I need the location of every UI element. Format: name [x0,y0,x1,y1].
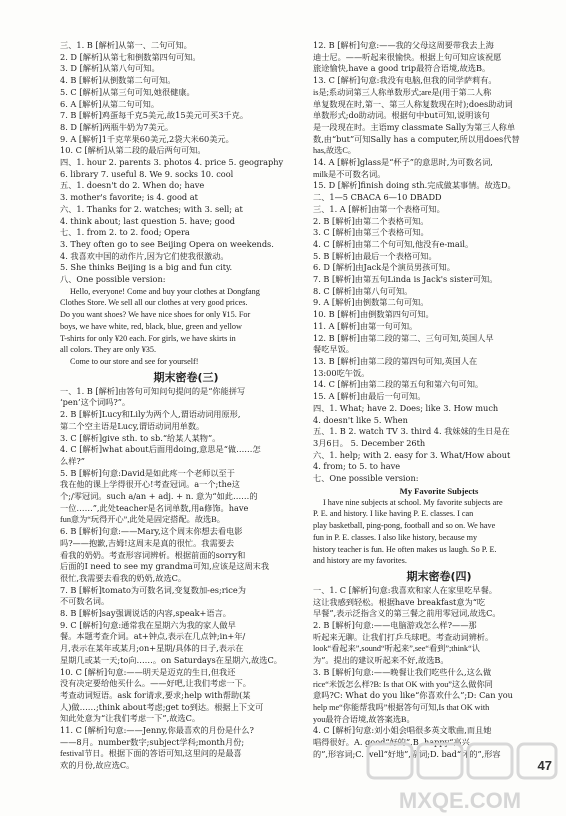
text-line: 2. B [解析]由第二个表格可知。 [313,215,429,226]
text-line: 不可数名词。 [60,596,110,607]
text-line: 4. C [解析]由第二个句可知,他没有e-mail。 [313,238,474,249]
text-line: is是;系动词第三人称单数形式;are是(用于第二人称 [313,87,492,97]
text-line: 3. mother's favorite; is 4. good at [60,192,198,203]
text-line: 4. think about; last question 5. have; good [60,215,236,226]
text-line: 8. B [解析]say强调说话的内容,speak+语言。 [60,608,231,619]
text-line: 六、1. Thanks for 2. watches; with 3. sell; at [60,203,243,214]
watermark-logo [360,738,560,816]
text-line: 6. B [解析]句意:——Mary,这个周末你想去看电影 [60,526,243,537]
text-line: 7. B [解析]鸡蛋每千克5美元,故15美元可买3千克。 [60,110,249,121]
text-line: 我在他的课上学得很开心!考查冠词。a一个;the这 [60,479,240,490]
text-line: 一、1. B [解析]由答句可知问句提问的是“你能拼写 [60,385,246,396]
text-line: Come to our store and see for yourself! [70,356,199,366]
text-line: 3. C [解析]由第三个表格可知。 [313,227,429,238]
text-line: 三、1. A [解析]由第一个表格可知。 [313,203,445,214]
text-line: 10. B [解析]由倒数第四句可知。 [313,309,434,320]
text-line: 10. C [解析]从第二段的最后两句可知。 [60,145,206,156]
text-line: 迪士尼。——听起来很愉快。根据上句可知应该祝愿 [313,51,502,62]
text-line: 一位……”,此处teacher是名词单数,用a修饰。have [60,502,249,513]
text-line: 6. A [解析]从第二句可知。 [60,98,160,109]
text-line: I have nine subjects at school. My favorite subjects are [323,497,503,507]
text-line: 么样?” [60,455,85,466]
text-line: 吗?——抱歉,吉姆!这周末是真的很忙。我需要去 [60,537,235,548]
text-line: 3. C [解析]give sth. to sb.“给某人某物”。 [60,432,221,443]
text-line: rice“米饭怎么样?B: Is that OK with you”这么做你同 [313,679,493,689]
text-line: 数,由“but”可知Sally has a computer,所以用does代替 [313,133,520,144]
text-line: boys, we have white, red, black, blue, green and yellow [60,321,242,331]
text-line: history teacher is fun. He often makes us laugh. So P. E. [313,544,497,554]
text-line: 知此处意为“让我们考虑一下”,故选C。 [60,713,201,724]
text-line: 3. They often go to see Beijing Opera on weekends. [60,238,274,249]
text-line: 4. 我喜欢中国的动作片,因为它们使我很激动。 [60,250,229,261]
text-line: 9. A [解析]由倒数第二句可知。 [313,297,429,308]
text-line: has,故选C。 [313,146,356,156]
text-line: 5. B [解析]句意:David是如此疼一个老师以至于 [60,467,235,478]
text-line: 8. C [解析]由第八句可知。 [313,285,413,296]
text-line: look“看起来”,sound“听起来”,see“看到”;think“认 [313,644,480,654]
text-line: 意吗?C: What do you like“你喜欢什么”;D: Can you [313,690,513,701]
text-line: 3. B [解析]句意:——晚餐让我们吃些什么,这么做 [313,666,492,677]
text-line: 5. C [解析]从第三句可知,她很健康。 [60,86,195,97]
text-line: 9. C [解析]句意:通常我在星期六为我的家人做早 [60,619,236,630]
text-line: 欢的月份,故应选C。 [60,760,135,771]
text-line: 餐吃早饭。 [313,344,354,355]
text-line: 8. D [解析]两瓶牛奶为7美元。 [60,121,174,132]
text-line: 13. B [解析]由第二段的第四句可知,英国人在 [313,355,478,366]
text-line: 11. A [解析]由第一句可知。 [313,320,418,331]
text-line: 三、1. B [解析]从第一、二句可知。 [60,40,192,50]
text-line: 二、1—5 CBACA 6—10 DBADD [313,192,442,203]
text-line: 4. C [解析]句意:刘小姐会唱很多英文歌曲,而且她 [313,725,492,736]
text-line: 后面的I need to see my grandma可知,应该是这周末我 [60,561,270,572]
text-line: 6. D [解析]由Jack是个演员男孩可知。 [313,262,455,273]
text-line: 3月6日。 5. December 26th [313,437,426,448]
text-line: 这让我感到轻松。根据have breakfast意为“吃 [313,596,486,607]
text-line: 14. C [解析]由第二段的第五句和第六句可知。 [313,379,484,390]
text-line: 一、1. C [解析]句意:我喜欢和家人在家里吃早餐。 [313,584,497,595]
text-line: 五、1. B 2. watch TV 3. third 4. 我妹妹的生日是在 [313,426,510,437]
text-line: 13:00吃午饭。 [313,367,370,378]
text-line: ‘pen’这个词吗?”。 [60,397,131,408]
text-line: 9. A [解析]1千克苹果60美元,2袋大米60美元。 [60,133,234,144]
text-line: 单数形式;do助动词。根据句中but可知,说明该句 [313,110,490,121]
text-line: 第二个空主语是Lucy,谓语动词用单数。 [60,420,205,431]
text-line: help me“你能帮我吗”根据答句可知,Is that OK with [313,702,490,712]
text-line: 八、One possible version: [60,274,166,285]
text-line: festival节日。根据下面的答语可知,这里问的是最喜 [60,749,242,759]
text-line: milk是不可数名词。 [313,169,386,179]
text-line: 六、1. help; with 2. easy for 3. What/How about [313,449,511,460]
text-line: you最符合语境,故答案选B。 [313,714,415,724]
text-line: 7. B [解析]由第五句Linda is Jack's sister可知。 [313,274,498,285]
text-line: 7. B [解析]tomato为可数名词,变复数加-es;rice为 [60,584,246,595]
text-line: 听起来无聊。让我们打乒乓球吧。考查动词辨析。 [313,631,494,642]
text-line: 3. D [解析]从第八句可知。 [60,63,160,74]
text-line: 五、1. doesn't do 2. When do; have [60,180,205,191]
text-line: 七、1. from 2. to 2. food; Opera [60,227,190,238]
text-line: 4. C [解析]what about后面用doing,意思是“做……怎 [60,444,261,455]
text-line: ——8月。number数字;subject学科;month月份; [60,736,245,747]
text-line: 的”,形容词;C. well“好地”,副词;D. bad“坏的”,形容 [313,748,501,759]
text-line: 4. doesn't like 5. When [313,414,408,425]
text-line: play basketball, ping-pong, football and so on. We have [313,521,496,531]
watermark-text: MXQE.COM [398,788,522,813]
text-line: 5. B [解析]由最后一个表格可知。 [313,250,437,261]
text-line: 4. B [解析]从倒数第二句可知。 [60,75,176,86]
text-line: 5. She thinks Beijing is a big and fun city. [60,262,233,273]
text-line: and history are my favorites. [313,556,407,566]
text-line: Clothes Store. We sell all our clothes at very good prices. [60,298,248,308]
text-line: 单复数现在时,第一、第三人称复数现在时);does助动词 [313,98,513,109]
text-line: 为”。提出的建议听起来不好,故选B。 [313,655,449,666]
right-column [313,40,565,760]
text-line: 2. B [解析]Lucy和Lily为两个人,谓语动词用原形, [60,409,241,420]
text-line: 四、1. What; have 2. Does; like 3. How much [313,402,499,413]
text-line: 唱得很好。A. good“好的”,B. happy“高兴 [313,737,470,748]
text-line: 6. library 7. useful 8. We 9. socks 10. cool [60,168,234,179]
section-title: 期末密卷(三) [153,370,219,384]
text-line: 考查动词短语。ask for请求,要求;help with帮助(某 [60,689,251,700]
text-line: fun意为“玩得开心”,此处是固定搭配。故选B。 [60,515,225,525]
text-line: 看我的奶奶。考查形容词辨析。根据前面的sorry和 [60,549,246,560]
composition-title: My Favorite Subjects [399,485,479,496]
page-number: 47 [537,758,552,773]
text-line: 人)做……;think about考虑;get to到达。根据上下文可 [60,701,264,712]
text-line: 12. B [解析]句意:——我的父母这周要带我去上海 [313,40,494,50]
text-line: Do you want shoes? We have nice shoes for only ¥15. For [60,310,251,320]
text-line: 没有决定要给他买什么。——好吧,让我们考虑一下。 [60,678,251,689]
text-line: 四、1. hour 2. parents 3. photos 4. price 5. geography [60,157,284,168]
text-line: 15. D [解析]finish doing sth.完成做某事情。故选D。 [313,180,516,191]
text-line: 10. C [解析]句意:——明天是迈克的生日,但我还 [60,666,236,677]
text-line: 早餐”,表示泛指含义的第三餐之前用零冠词,故选C。 [313,608,501,619]
text-line: 个;/零冠词。such a/an + adj. + n. 意为“如此……的 [60,491,258,502]
text-line: 旅途愉快,have a good trip最符合语境,故选B。 [313,63,491,74]
text-line: 4. from; to 5. to have [313,461,401,472]
section-title: 期末密卷(四) [406,569,472,583]
text-line: 是一段现在时。主语my classmate Sally为第三人称单 [313,121,516,132]
text-line: 餐。本题考查介词。at+钟点,表示在几点钟;in+年/ [60,631,246,642]
text-line: 11. C [解析]句意:——Jenny,你最喜欢的月份是什么? [60,725,254,736]
text-line: all colors. They are only ¥35. [60,345,157,355]
text-line: 很忙,我需要去看我的奶奶,故选C。 [60,572,187,583]
text-line: 月,表示在某年或某月;on+星期/具体的日子,表示在 [60,643,244,654]
text-line: 13. C [解析]句意:我没有电脑,但我的同学萨莉有。 [313,75,497,86]
text-line: fun in P. E. classes. I also like history, because my [313,532,478,542]
text-line: 七、One possible version: [313,473,419,484]
text-line: T-shirts for only ¥20 each. For girls, we have skirts in [60,333,236,343]
text-line: 2. B [解析]句意:——电脑游戏怎么样?——那 [313,620,477,631]
text-line: 星期几或某一天;to向……。on Saturdays在星期六,故选C。 [60,654,282,665]
text-line: 2. D [解析]从第七和倒数第四句可知。 [60,51,201,62]
text-line: Hello, everyone! Come and buy your clothes at Dongfang [70,286,260,296]
text-line: 15. A [解析]由最后一句可知。 [313,391,426,402]
text-line: 12. B [解析]由第二段的第二、三句可知,英国人早 [313,332,494,343]
left-column [60,40,312,772]
text-line: P. E. and history. I like having P. E. classes. I can [313,509,474,519]
text-line: 14. A [解析]glass是“杯子”的意思时,为可数名词, [313,157,493,168]
